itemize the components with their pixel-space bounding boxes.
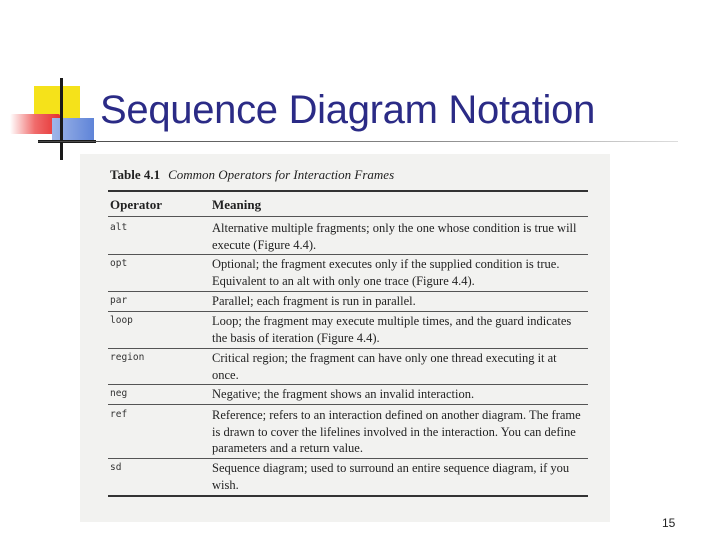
title-divider <box>38 141 678 142</box>
header-meaning: Meaning <box>212 197 262 212</box>
table-caption <box>110 167 394 183</box>
operator-cell: par <box>110 295 128 306</box>
row-divider <box>108 348 588 349</box>
table-caption-text: Common Operators for Interaction Frames <box>168 167 395 182</box>
operator-cell: alt <box>110 222 128 233</box>
meaning-cell: Alternative multiple fragments; only the one whose condition is true will execute (Figure 4.4). <box>212 221 577 252</box>
row-divider <box>108 311 588 312</box>
operator-cell: sd <box>110 462 122 473</box>
operator-cell: region <box>110 352 145 363</box>
row-divider <box>108 384 588 385</box>
meaning-cell: Sequence diagram; used to surround an entire sequence diagram, if you wish. <box>212 461 570 492</box>
meaning-cell: Optional; the fragment executes only if the supplied condition is true. Equivalent to an alt with only one trace (Figure 4.4). <box>212 257 560 288</box>
operator-cell: neg <box>110 388 128 399</box>
page-number: 15 <box>662 516 676 530</box>
slide-logo <box>0 0 100 170</box>
row-divider <box>108 291 588 292</box>
operator-cell: opt <box>110 258 128 269</box>
header-rule <box>108 216 588 217</box>
row-divider <box>108 458 588 459</box>
table-bottom-rule <box>108 495 588 497</box>
meaning-cell: Negative; the fragment shows an invalid interaction. <box>212 387 475 401</box>
logo-blue-square <box>52 118 94 142</box>
operator-cell: ref <box>110 409 128 420</box>
meaning-cell: Loop; the fragment may execute multiple times, and the guard indicates the basis of iteration (Figure 4.4). <box>212 314 572 345</box>
meaning-cell: Critical region; the fragment can have only one thread executing it at once. <box>212 351 557 382</box>
table-top-rule <box>108 190 588 192</box>
logo-vertical-line <box>60 78 63 160</box>
row-divider <box>108 254 588 255</box>
table-number: Table 4.1 <box>110 167 161 182</box>
operator-cell: loop <box>110 315 133 326</box>
scanned-table-image <box>80 154 610 522</box>
slide-title: Sequence Diagram Notation <box>100 88 596 132</box>
header-operator: Operator <box>110 197 162 212</box>
meaning-cell: Reference; refers to an interaction defined on another diagram. The frame is drawn to cover the lifelines involved in the interaction. You can define parameters and a return value. <box>212 408 581 455</box>
meaning-cell: Parallel; each fragment is run in parallel. <box>212 294 416 308</box>
row-divider <box>108 404 588 405</box>
